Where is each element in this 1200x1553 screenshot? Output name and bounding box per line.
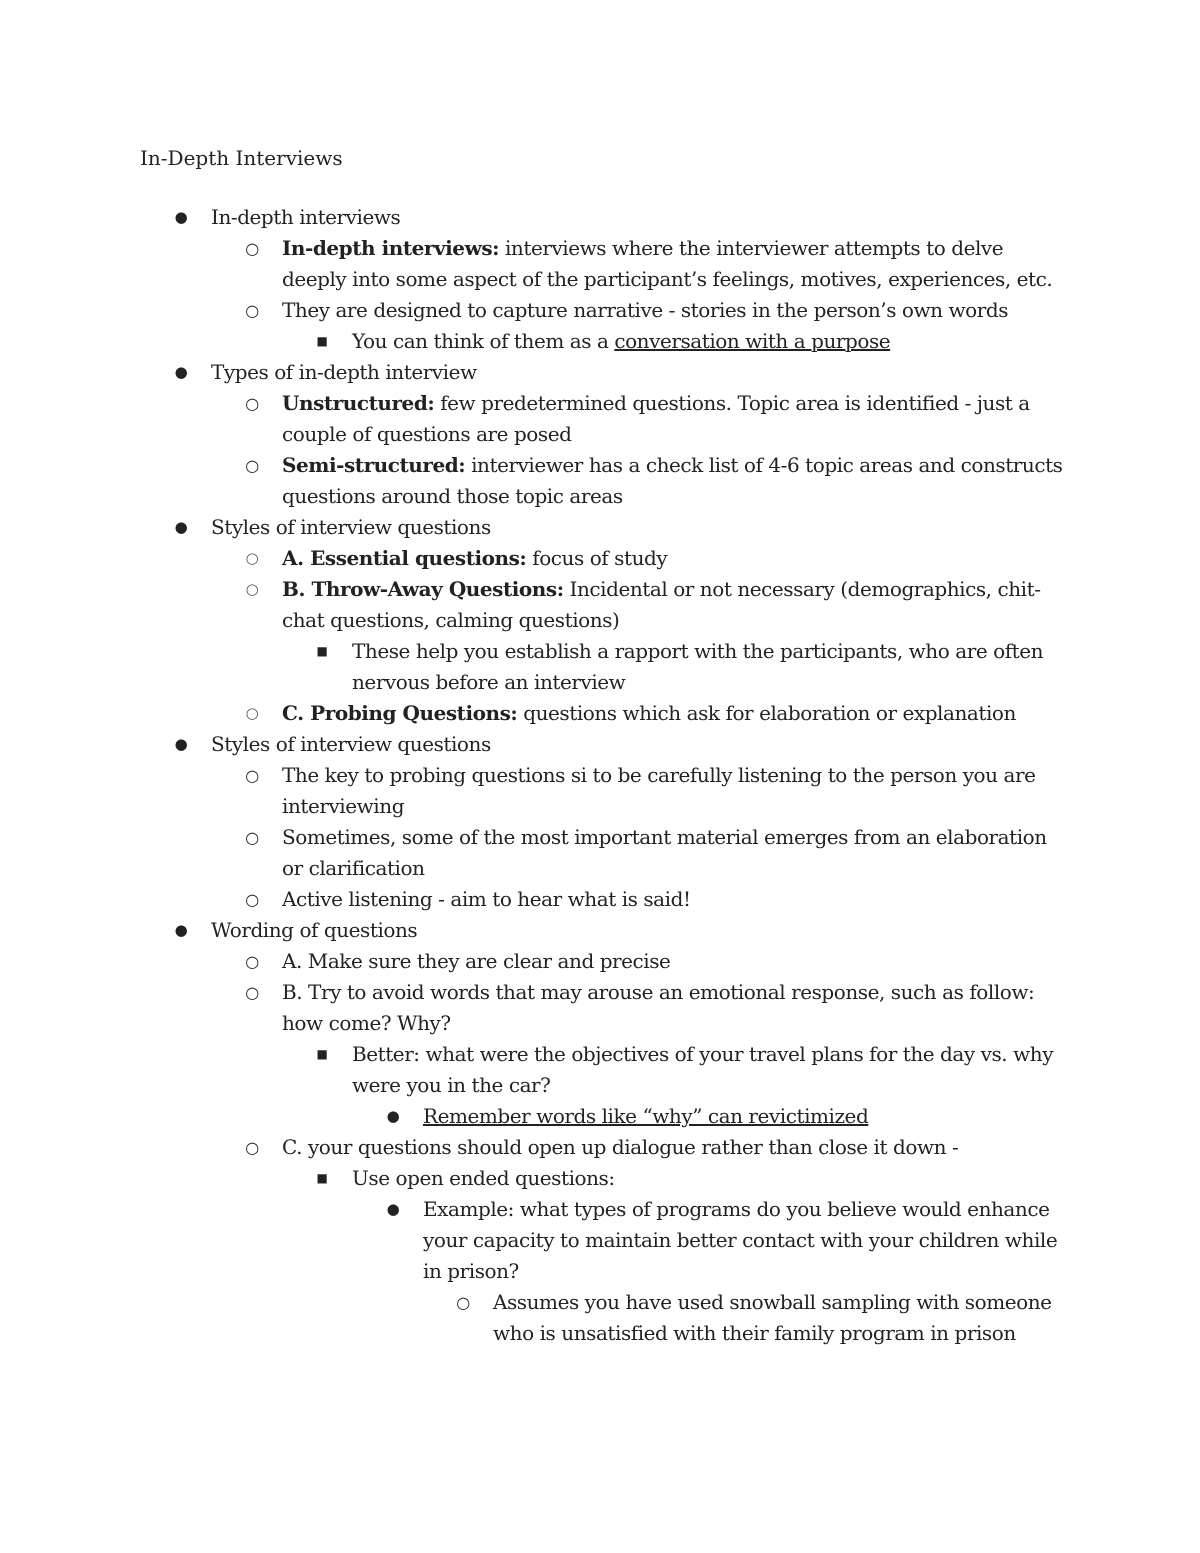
outline-item-level-1 — [140, 729, 1070, 760]
item-text: Example: what types of programs do you believe would enhance your capacity to maintain better contact with your children while in prison? — [423, 1197, 1058, 1283]
hollow-circle-bullet-icon: ○ — [245, 549, 259, 567]
page-title: In-Depth Interviews — [140, 146, 343, 170]
outline-item-level-3 — [140, 326, 1070, 357]
outline-item-level-2 — [140, 450, 1070, 512]
item-text: Use open ended questions: — [352, 1166, 615, 1190]
item-text: C. your questions should open up dialogue rather than close it down - — [282, 1135, 959, 1159]
outline-item-level-1 — [140, 357, 1070, 388]
term-label: Semi-structured: — [282, 453, 466, 477]
outline-item-level-1 — [140, 202, 1070, 233]
item-text: few predetermined questions. Topic area is identified - just a couple of questions are posed — [282, 391, 1030, 446]
term-label: A. Essential questions: — [282, 546, 527, 570]
filled-circle-bullet-icon: ● — [174, 363, 188, 381]
item-text: Better: what were the objectives of your travel plans for the day vs. why were you in the car? — [352, 1042, 1054, 1097]
term-label: C. Probing Questions: — [282, 701, 518, 725]
item-text: Styles of interview questions — [211, 732, 491, 756]
outline-item-level-4 — [140, 1194, 1070, 1287]
filled-circle-bullet-icon: ● — [386, 1107, 400, 1125]
outline-item-level-3 — [140, 1163, 1070, 1194]
hollow-circle-bullet-icon: ○ — [456, 1293, 470, 1312]
item-text: interviews where the interviewer attempts to delve deeply into some aspect of the participant’s feelings, motives, experiences, etc. — [282, 236, 1053, 291]
outline-item-level-2 — [140, 574, 1070, 636]
outline-item-level-2 — [140, 1132, 1070, 1163]
filled-circle-bullet-icon: ● — [174, 921, 188, 939]
filled-circle-bullet-icon: ● — [174, 208, 188, 226]
filled-circle-bullet-icon: ● — [386, 1200, 400, 1218]
item-text: Sometimes, some of the most important material emerges from an elaboration or clarification — [282, 825, 1047, 880]
hollow-circle-bullet-icon: ○ — [245, 301, 259, 320]
hollow-circle-bullet-icon: ○ — [245, 394, 259, 413]
outline-item-level-2 — [140, 822, 1070, 884]
outline-item-level-2 — [140, 543, 1070, 574]
underlined-text: Remember words like “why” can revictimized — [423, 1104, 869, 1128]
term-label: In-depth interviews: — [282, 236, 500, 260]
outline-item-level-2 — [140, 233, 1070, 295]
square-bullet-icon: ■ — [316, 1047, 328, 1061]
term-label: B. Throw-Away Questions: — [282, 577, 564, 601]
item-text: Styles of interview questions — [211, 515, 491, 539]
outline-item-level-1 — [140, 915, 1070, 946]
outline-item-level-2 — [140, 388, 1070, 450]
item-text: A. Make sure they are clear and precise — [282, 949, 671, 973]
square-bullet-icon: ■ — [316, 1171, 328, 1185]
outline-item-level-2 — [140, 946, 1070, 977]
item-text: questions which ask for elaboration or explanation — [517, 701, 1016, 725]
hollow-circle-bullet-icon: ○ — [245, 952, 259, 971]
item-text: B. Try to avoid words that may arouse an emotional response, such as follow: how come? Why? — [282, 980, 1035, 1035]
square-bullet-icon: ■ — [316, 334, 328, 348]
outline-item-level-2 — [140, 760, 1070, 822]
item-text: interviewer has a check list of 4-6 topic areas and constructs questions around those topic areas — [282, 453, 1063, 508]
item-text: focus of study — [526, 546, 668, 570]
item-text: In-depth interviews — [211, 205, 401, 229]
item-text: Active listening - aim to hear what is said! — [282, 887, 691, 911]
item-text: These help you establish a rapport with the participants, who are often nervous before an interview — [352, 639, 1044, 694]
hollow-circle-bullet-icon: ○ — [245, 983, 259, 1002]
hollow-circle-bullet-icon: ○ — [245, 239, 259, 258]
hollow-circle-bullet-icon: ○ — [245, 580, 259, 598]
outline-item-level-4 — [140, 1101, 1070, 1132]
item-text: Types of in-depth interview — [211, 360, 477, 384]
hollow-circle-bullet-icon: ○ — [245, 890, 259, 909]
outline-item-level-2 — [140, 884, 1070, 915]
hollow-circle-bullet-icon: ○ — [245, 1138, 259, 1157]
hollow-circle-bullet-icon: ○ — [245, 704, 259, 722]
square-bullet-icon: ■ — [316, 644, 328, 658]
hollow-circle-bullet-icon: ○ — [245, 766, 259, 785]
filled-circle-bullet-icon: ● — [174, 735, 188, 753]
item-text: They are designed to capture narrative - stories in the person’s own words — [282, 298, 1009, 322]
outline-item-level-2 — [140, 698, 1070, 729]
outline-item-level-5 — [140, 1287, 1070, 1349]
outline-list — [140, 202, 1070, 1349]
outline-item-level-3 — [140, 1039, 1070, 1101]
outline-item-level-1 — [140, 512, 1070, 543]
outline-item-level-2 — [140, 295, 1070, 326]
item-text: The key to probing questions si to be carefully listening to the person you are interviewing — [282, 763, 1036, 818]
item-text: Incidental or not necessary (demographics, chit-chat questions, calming questions) — [282, 577, 1041, 632]
underlined-text: conversation with a purpose — [614, 329, 891, 353]
item-text-prefix: You can think of them as a — [352, 329, 615, 353]
hollow-circle-bullet-icon: ○ — [245, 456, 259, 475]
outline-item-level-2 — [140, 977, 1070, 1039]
item-text: Assumes you have used snowball sampling with someone who is unsatisfied with their family program in prison — [493, 1290, 1052, 1345]
hollow-circle-bullet-icon: ○ — [245, 828, 259, 847]
term-label: Unstructured: — [282, 391, 435, 415]
item-text: Wording of questions — [211, 918, 418, 942]
outline-item-level-3 — [140, 636, 1070, 698]
filled-circle-bullet-icon: ● — [174, 518, 188, 536]
